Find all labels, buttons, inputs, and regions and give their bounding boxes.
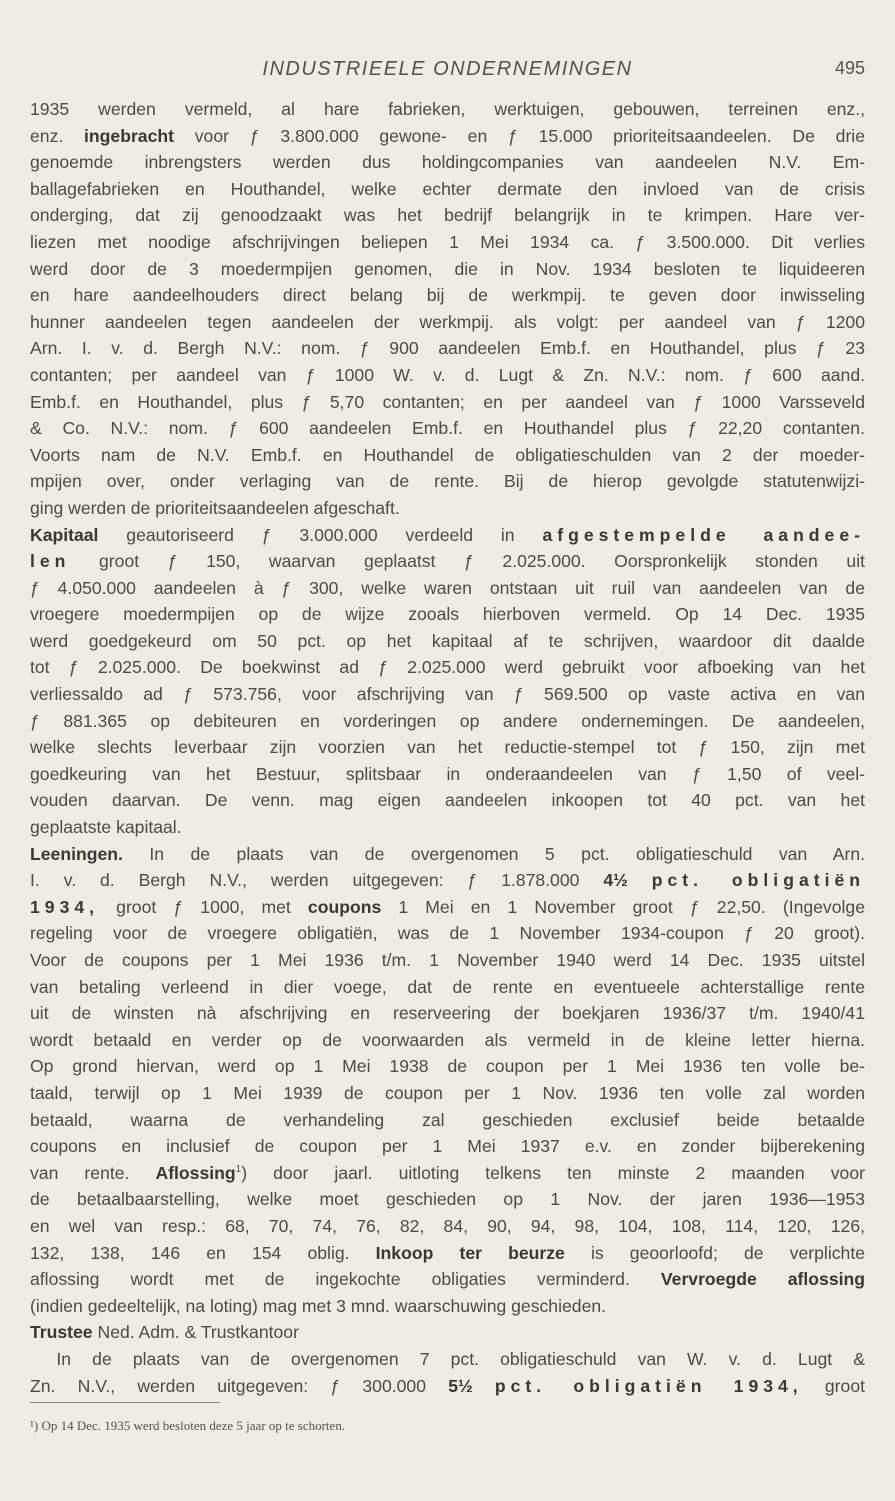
text-line bbox=[30, 814, 865, 841]
text-line bbox=[30, 1133, 865, 1160]
spaced-term: pct. obligatiën 1934, bbox=[494, 1375, 803, 1396]
text-line bbox=[30, 96, 865, 123]
text-run: ballagefabrieken en Houthandel, welke echter dermate den invloed van de crisis bbox=[30, 178, 865, 199]
text-line bbox=[30, 628, 865, 655]
bold-term: coupons bbox=[307, 896, 382, 917]
text-run: en hare aandeelhouders direct belang bij de werkmpij. te geven door inwisseling bbox=[30, 285, 865, 306]
footnote-rule bbox=[30, 1402, 220, 1403]
text-run: Voorts nam de N.V. Emb.f. en Houthandel de obligatieschulden van 2 der moeder- bbox=[30, 444, 865, 465]
text-run: goedkeuring van het Bestuur, splitsbaar in onderaandeelen van ƒ 1,50 of veel- bbox=[30, 763, 865, 784]
text-line bbox=[30, 149, 865, 176]
text-run: In de plaats van de overgenomen 7 pct. obligatieschuld van W. v. d. Lugt & bbox=[30, 1348, 865, 1369]
text-line bbox=[30, 841, 865, 868]
footnote: ¹) Op 14 Dec. 1935 werd besloten deze 5 jaar op te schorten. bbox=[30, 1418, 346, 1433]
text-run: geplaatste kapitaal. bbox=[30, 817, 182, 838]
text-run: geautoriseerd ƒ 3.000.000 verdeeld in bbox=[98, 524, 543, 545]
text-line bbox=[30, 495, 865, 522]
text-run: betaald, waarna de verhandeling zal geschieden exclusief beide betaalde bbox=[30, 1109, 865, 1130]
text-line bbox=[30, 947, 865, 974]
text-run: onderging, dat zij genoodzaakt was het bedrijf belangrijk in te krimpen. Hare ver- bbox=[30, 205, 865, 226]
text-run: 1 Mei en 1 November groot ƒ 22,50. (Ingevolge bbox=[381, 896, 865, 917]
text-run: regeling voor de vroegere obligatiën, was de 1 November 1934-coupon ƒ 20 groot). bbox=[30, 923, 865, 944]
text-run: groot bbox=[802, 1375, 865, 1396]
text-run: vouden daarvan. De venn. mag eigen aandeelen inkoopen tot 40 pct. van het bbox=[30, 790, 865, 811]
bold-term: 5½ bbox=[448, 1375, 473, 1396]
text-line bbox=[30, 681, 865, 708]
text-run: enz. bbox=[30, 125, 85, 146]
bold-term: Inkoop ter beurze bbox=[375, 1242, 565, 1263]
bold-term: Vervroegde aflossing bbox=[660, 1269, 865, 1290]
text-line bbox=[30, 176, 865, 203]
spaced-term: afgestempelde aandee- bbox=[542, 524, 865, 545]
text-run: ƒ 881.365 op debiteuren en vorderingen op andere ondernemingen. De aandeelen, bbox=[30, 710, 865, 731]
text-line bbox=[30, 708, 865, 735]
text-line bbox=[30, 1107, 865, 1134]
text-run: voor ƒ 3.800.000 gewone- en ƒ 15.000 prioriteitsaandeelen. De drie bbox=[173, 125, 865, 146]
footnote-marker: 1 bbox=[235, 1163, 242, 1175]
text-line bbox=[30, 229, 865, 256]
text-run: uit de winsten nà afschrijving en reserveering der boekjaren 1936/37 t/m. 1940/41 bbox=[30, 1003, 865, 1024]
spaced-term: len bbox=[30, 551, 71, 572]
text-line bbox=[30, 787, 865, 814]
text-line bbox=[30, 894, 865, 921]
text-run bbox=[628, 870, 652, 890]
text-line bbox=[30, 974, 865, 1001]
text-run: Arn. I. v. d. Bergh N.V.: nom. ƒ 900 aandeelen Emb.f. en Houthandel, plus ƒ 23 bbox=[30, 338, 865, 359]
text-line bbox=[30, 522, 865, 549]
text-line bbox=[30, 1293, 865, 1320]
text-line bbox=[30, 654, 865, 681]
text-line bbox=[30, 1000, 865, 1027]
text-run: & Co. N.V.: nom. ƒ 600 aandeelen Emb.f. en Houthandel plus ƒ 22,20 contanten. bbox=[30, 418, 865, 439]
text-run: mpijen over, onder verlaging van de rente. Bij de hierop gevolgde statutenwijzi- bbox=[30, 471, 865, 492]
text-run: Op grond hiervan, werd op 1 Mei 1938 de coupon per 1 Mei 1936 ten volle be- bbox=[30, 1056, 865, 1077]
text-run: hunner aandeelen tegen aandeelen der werkmpij. als volgt: per aandeel van ƒ 1200 bbox=[30, 311, 865, 332]
text-line bbox=[30, 867, 865, 894]
text-line bbox=[30, 362, 865, 389]
text-run: (indien gedeeltelijk, na loting) mag met 3 mnd. waarschuwing geschieden. bbox=[30, 1295, 607, 1316]
bold-term: 4½ bbox=[603, 870, 628, 891]
text-run: liezen met noodige afschrijvingen beliepen 1 Mei 1934 ca. ƒ 3.500.000. Dit verlies bbox=[30, 231, 865, 252]
text-run: van betaling verleend in dier voege, dat de rente en eventueele achterstallige rente bbox=[30, 976, 865, 997]
text-run: genoemde inbrengsters werden dus holdingcompanies van aandeelen N.V. Em- bbox=[30, 152, 865, 173]
text-run: 1935 werden vermeld, al hare fabrieken, werktuigen, gebouwen, terreinen enz., bbox=[30, 99, 865, 119]
text-line bbox=[30, 123, 865, 150]
text-run: Ned. Adm. & Trustkantoor bbox=[92, 1322, 299, 1343]
text-line bbox=[30, 1160, 865, 1187]
text-run: 132, 138, 146 en 154 oblig. bbox=[30, 1242, 376, 1263]
text-line bbox=[30, 1240, 865, 1267]
text-run bbox=[473, 1376, 495, 1396]
text-run: welke slechts leverbaar zijn voorzien van het reductie-stempel tot ƒ 150, zijn met bbox=[30, 737, 865, 758]
text-line bbox=[30, 1027, 865, 1054]
text-run: werd door de 3 moedermpijen genomen, die in Nov. 1934 besloten te liquideeren bbox=[30, 258, 865, 279]
text-line bbox=[30, 1080, 865, 1107]
text-run: wordt betaald en verder op de voorwaarden als vermeld in de kleine letter hierna. bbox=[30, 1029, 865, 1050]
text-run: Emb.f. en Houthandel, plus ƒ 5,70 contanten; en per aandeel van ƒ 1000 Varsseveld bbox=[30, 391, 865, 412]
text-line bbox=[30, 1319, 865, 1346]
text-run: In de plaats van de overgenomen 5 pct. obligatieschuld van Arn. bbox=[122, 843, 865, 864]
text-run: I. v. d. Bergh N.V., werden uitgegeven: ƒ 1.878.000 bbox=[30, 870, 604, 891]
text-line bbox=[30, 256, 865, 283]
text-run: coupons en inclusief de coupon per 1 Mei 1937 e.v. en zonder bijberekening bbox=[30, 1136, 865, 1157]
text-line bbox=[30, 1266, 865, 1293]
text-line bbox=[30, 920, 865, 947]
spaced-term: pct. obligatiën bbox=[651, 870, 865, 891]
text-line bbox=[30, 202, 865, 229]
text-line bbox=[30, 309, 865, 336]
bold-term: ingebracht bbox=[84, 125, 174, 146]
text-line bbox=[30, 734, 865, 761]
text-run: van rente. bbox=[30, 1162, 156, 1183]
text-run: taald, terwijl op 1 Mei 1939 de coupon per 1 Nov. 1936 ten volle zal worden bbox=[30, 1082, 865, 1103]
text-line bbox=[30, 1373, 865, 1400]
text-run: vroegere moedermpijen op de wijze zooals hierboven vermeld. Op 14 Dec. 1935 bbox=[30, 604, 865, 625]
text-run: werd goedgekeurd om 50 pct. op het kapitaal af te schrijven, waardoor dit daalde bbox=[30, 630, 865, 651]
text-line bbox=[30, 1053, 865, 1080]
text-line bbox=[30, 575, 865, 602]
text-line bbox=[30, 415, 865, 442]
text-run: groot ƒ 150, waarvan geplaatst ƒ 2.025.000. Oorspronkelijk stonden uit bbox=[70, 551, 865, 572]
bold-term: Leeningen. bbox=[30, 843, 123, 864]
text-line bbox=[30, 442, 865, 469]
bold-term: Aflossing bbox=[155, 1162, 236, 1183]
running-title: INDUSTRIEELE ONDERNEMINGEN bbox=[262, 58, 633, 80]
text-line bbox=[30, 761, 865, 788]
text-run: verliessaldo ad ƒ 573.756, voor afschrijving van ƒ 569.500 op vaste activa en van bbox=[30, 684, 865, 705]
text-run: tot ƒ 2.025.000. De boekwinst ad ƒ 2.025.000 werd gebruikt voor afboeking van het bbox=[30, 657, 865, 678]
text-run: contanten; per aandeel van ƒ 1000 W. v. d. Lugt & Zn. N.V.: nom. ƒ 600 aand. bbox=[30, 364, 865, 385]
text-line bbox=[30, 1213, 865, 1240]
text-run: Zn. N.V., werden uitgegeven: ƒ 300.000 bbox=[30, 1375, 449, 1396]
bold-term: Trustee bbox=[30, 1322, 93, 1343]
text-run: ging werden de prioriteitsaandeelen afgeschaft. bbox=[30, 497, 400, 518]
text-line bbox=[30, 468, 865, 495]
body-text bbox=[30, 96, 865, 1399]
text-line bbox=[30, 282, 865, 309]
text-run: Voor de coupons per 1 Mei 1936 t/m. 1 November 1940 werd 14 Dec. 1935 uitstel bbox=[30, 950, 865, 970]
text-line bbox=[30, 601, 865, 628]
text-line bbox=[30, 335, 865, 362]
text-run: de betaalbaarstelling, welke moet geschieden op 1 Nov. der jaren 1936—1953 bbox=[30, 1189, 865, 1210]
text-line bbox=[30, 1346, 865, 1373]
text-run: is geoorloofd; de verplichte bbox=[564, 1242, 865, 1263]
page-header bbox=[30, 58, 865, 88]
text-run: en wel van resp.: 68, 70, 74, 76, 82, 84, 90, 94, 98, 104, 108, 114, 120, 126, bbox=[30, 1215, 865, 1236]
text-line bbox=[30, 389, 865, 416]
text-run: ) door jaarl. uitloting telkens ten minste 2 maanden voor bbox=[241, 1162, 865, 1183]
text-line bbox=[30, 548, 865, 575]
text-line bbox=[30, 1186, 865, 1213]
bold-term: Kapitaal bbox=[30, 524, 99, 545]
text-run: ƒ 4.050.000 aandeelen à ƒ 300, welke waren ontstaan uit ruil van aandeelen van de bbox=[30, 577, 865, 598]
page-number: 495 bbox=[834, 58, 865, 78]
text-run: aflossing wordt met de ingekochte obligaties verminderd. bbox=[30, 1269, 661, 1290]
text-run: groot ƒ 1000, met bbox=[99, 896, 308, 917]
spaced-term: 1934, bbox=[30, 896, 100, 917]
